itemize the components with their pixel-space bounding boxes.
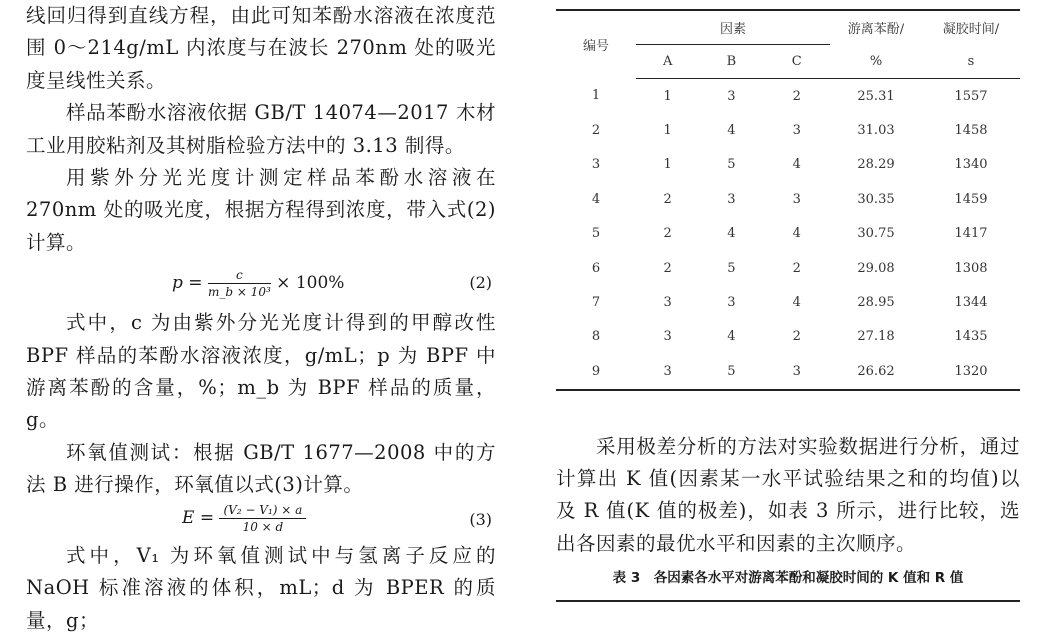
paragraph-epoxy-test: 环氧值测试：根据 GB/T 1677—2008 中的方法 B 进行操作，环氧值以式(3)计算。 <box>26 440 496 497</box>
table-cell: 2 <box>792 88 801 104</box>
table-row <box>556 320 1020 354</box>
table-cell: 1340 <box>954 157 988 173</box>
table-cell: 1435 <box>954 329 988 345</box>
table-cell: 3 <box>727 295 736 311</box>
right-column <box>556 0 1020 602</box>
equation-3-denominator: 10 × d <box>242 519 284 534</box>
header-gel-time: 凝胶时间/ <box>942 22 1000 38</box>
equation-2-rhs: × 100% <box>276 273 345 294</box>
table-row <box>556 285 1020 319</box>
table-cell: 2 <box>591 123 601 139</box>
left-column <box>26 0 496 637</box>
table-cell: 1308 <box>954 260 988 276</box>
equation-2-fraction <box>208 267 271 300</box>
paragraph-uv-measure: 用紫外分光光度计测定样品苯酚水溶液在 270nm 处的吸光度，根据方程得到浓度，带入式(2)计算。 <box>26 166 496 254</box>
table-body <box>556 79 1020 390</box>
table-cell: 2 <box>663 191 672 207</box>
table-cell: 2 <box>792 260 801 276</box>
table-cell: 28.95 <box>857 295 895 311</box>
table-cell: 26.62 <box>857 363 895 379</box>
paragraph-variables-2: 式中，c 为由紫外分光光度计得到的甲醇改性 BPF 样品的苯酚水溶液浓度，g/mL；p 为 BPF 中游离苯酚的含量，%；m_b 为 BPF 样品的质量，g。 <box>26 311 496 432</box>
table-row <box>556 113 1020 147</box>
table-cell: 4 <box>727 226 736 242</box>
table-3-caption: 表 3 各因素各水平对游离苯酚和凝胶时间的 K 值和 R 值 <box>612 570 964 587</box>
header-phenol: 游离苯酚/ <box>847 22 905 38</box>
table-cell: 1 <box>663 123 672 139</box>
equation-2 <box>26 259 496 307</box>
table-cell: 3 <box>727 191 736 207</box>
table-cell: 4 <box>591 191 601 207</box>
table-row <box>556 182 1020 216</box>
table-cell: 3 <box>663 295 672 311</box>
table-cell: 5 <box>727 363 736 379</box>
table-cell: 2 <box>663 226 672 242</box>
table-cell: 29.08 <box>857 260 895 276</box>
table-cell: 30.35 <box>857 191 895 207</box>
header-gel-unit: s <box>922 45 1020 79</box>
table-row <box>556 354 1020 389</box>
equation-2-number: (2) <box>469 273 492 293</box>
table-row <box>556 148 1020 182</box>
paragraph-intro: 线回归得到直线方程，由此可知苯酚水溶液在浓度范围 0～214g/mL 内浓度与在波长 270nm 处的吸光度呈线性关系。 <box>26 4 496 92</box>
table-cell: 1458 <box>954 123 988 139</box>
equation-3-numerator: (V₂ − V₁) × a <box>219 502 306 519</box>
table-cell: 3 <box>663 363 672 379</box>
table-cell: 2 <box>663 260 672 276</box>
table-cell: 7 <box>591 295 601 311</box>
table-cell: 30.75 <box>857 226 895 242</box>
table-cell: 1 <box>591 88 601 104</box>
equation-2-lhs: p = <box>172 273 203 294</box>
experiment-table <box>556 9 1020 391</box>
table-cell: 28.29 <box>857 157 895 173</box>
table-cell: 3 <box>792 123 801 139</box>
table-cell: 5 <box>727 260 736 276</box>
table-cell: 31.03 <box>857 123 895 139</box>
table-cell: 3 <box>663 329 672 345</box>
table-row <box>556 79 1020 114</box>
header-id: 编号 <box>582 39 609 55</box>
table-cell: 4 <box>727 123 736 139</box>
header-phenol-unit: % <box>830 45 922 79</box>
paragraph-sample-prep: 样品苯酚水溶液依据 GB/T 14074—2017 木材工业用胶粘剂及其树脂检验方法中的 3.13 制得。 <box>26 101 496 157</box>
table-cell: 27.18 <box>857 329 895 345</box>
equation-3-lhs: E = <box>182 507 215 528</box>
table-cell: 3 <box>792 191 801 207</box>
table-cell: 4 <box>727 329 736 345</box>
table-3-top-rule <box>556 600 1020 602</box>
table-row <box>556 217 1020 251</box>
table-cell: 1557 <box>954 88 988 104</box>
table-cell: 1344 <box>954 295 988 311</box>
header-factor-b: B <box>699 45 763 79</box>
paragraph-range-analysis: 采用极差分析的方法对实验数据进行分析，通过计算出 K 值(因素某一水平试验结果之和的均值)以及 R 值(K 值的极差)，如表 3 所示，进行比较，选出各因素的最优水平和因素的主次顺序。 <box>556 434 1020 555</box>
table-row <box>556 251 1020 285</box>
header-factor-c: C <box>764 45 830 79</box>
table-cell: 4 <box>792 226 801 242</box>
table-cell: 3 <box>792 363 801 379</box>
table-cell: 6 <box>591 260 601 276</box>
equation-2-denominator: m_b × 10³ <box>207 285 271 300</box>
table-cell: 1417 <box>954 226 988 242</box>
table-cell: 1320 <box>954 363 988 379</box>
table-cell: 1459 <box>954 191 988 207</box>
table-cell: 4 <box>792 157 801 173</box>
header-factor: 因素 <box>636 10 830 45</box>
equation-3 <box>26 502 496 540</box>
table-cell: 2 <box>792 329 801 345</box>
table-cell: 5 <box>591 226 601 242</box>
equation-2-numerator: c <box>208 267 271 284</box>
table-cell: 9 <box>591 363 601 379</box>
table-cell: 1 <box>663 157 672 173</box>
table-cell: 5 <box>727 157 736 173</box>
table-cell: 25.31 <box>857 88 895 104</box>
table-cell: 4 <box>792 295 801 311</box>
header-factor-a: A <box>636 45 699 79</box>
equation-3-fraction <box>219 502 306 535</box>
paragraph-variables-3: 式中，V₁ 为环氧值测试中与氢离子反应的 NaOH 标准溶液的体积，mL；d 为 BPER 的质量，g； <box>26 543 496 632</box>
table-cell: 3 <box>727 88 736 104</box>
equation-3-number: (3) <box>469 509 492 529</box>
table-cell: 3 <box>591 157 601 173</box>
table-cell: 8 <box>591 329 601 345</box>
table-cell: 1 <box>663 88 672 104</box>
